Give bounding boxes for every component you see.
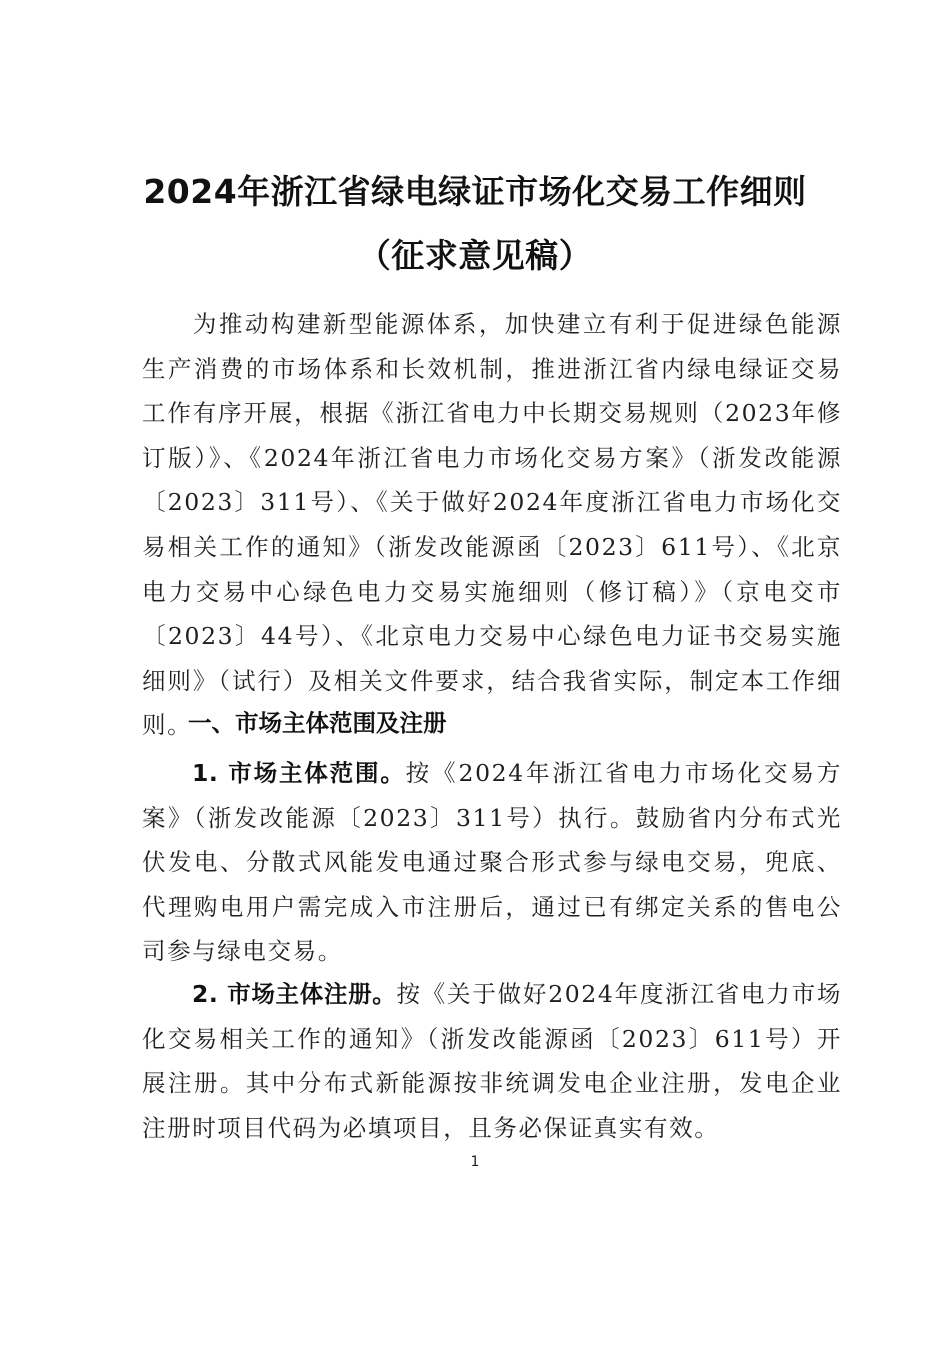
item-2-text: 按《关于做好2024年度浙江省电力市场化交易相关工作的通知》（浙发改能源函〔2023〕611号）开展注册。其中分布式新能源按非统调发电企业注册，发电企业注册时项目代码为必填项目，且务必保证真实有效。 [142,980,842,1142]
intro-paragraph [142,302,842,748]
document-subtitle: （征求意见稿） [357,236,593,275]
intro-text: 为推动构建新型能源体系，加快建立有利于促进绿色能源生产消费的市场体系和长效机制，推进浙江省内绿电绿证交易工作有序开展，根据《浙江省电力中长期交易规则（2023年修订版）》、《2024年浙江省电力市场化交易方案》（浙发改能源〔2023〕311号）、《关于做好2024年度浙江省电力市场化交易相关工作的通知》（浙发改能源函〔2023〕611号）、《北京电力交易中心绿色电力交易实施细则（修订稿）》（京电交市〔2023〕44号）、《北京电力交易中心绿色电力证书交易实施细则》（试行）及相关文件要求，结合我省实际，制定本工作细则。 [142,310,842,740]
page-number: 1 [470,1154,480,1170]
item-2-paragraph [142,972,842,1150]
item-1-lead: 1. 市场主体范围。 [192,759,406,787]
item-2-lead: 2. 市场主体注册。 [192,980,397,1008]
section-heading: 一、市场主体范围及注册 [188,709,447,737]
item-1-text: 按《2024年浙江省电力市场化交易方案》（浙发改能源〔2023〕311号）执行。鼓励省内分布式光伏发电、分散式风能发电通过聚合形式参与绿电交易，兜底、代理购电用户需完成入市注册后，通过已有绑定关系的售电公司参与绿电交易。 [142,759,842,966]
item-1-paragraph [142,751,842,974]
document-title: 2024年浙江省绿电绿证市场化交易工作细则 [143,172,807,211]
